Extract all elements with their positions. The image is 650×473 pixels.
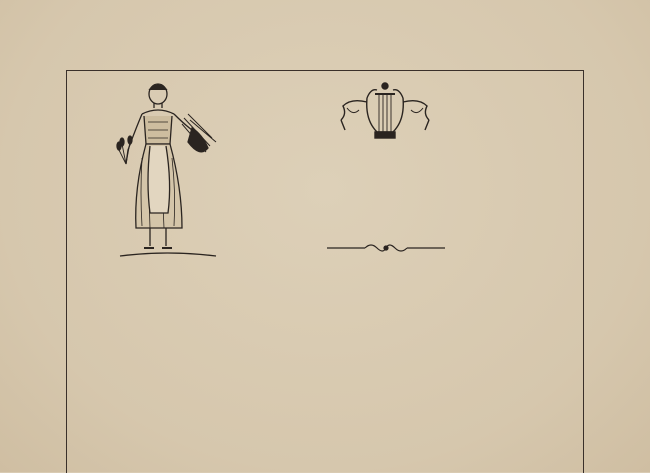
lyre-emblem-icon	[337, 80, 433, 144]
bead-chain-divider	[314, 270, 340, 472]
ornamental-border-left	[38, 70, 64, 472]
ornamental-border-right	[584, 70, 610, 472]
flourish-ornament-icon	[325, 242, 447, 254]
woman-with-wheat-sheaf-illustration	[112, 78, 222, 268]
ornamental-border-top	[38, 42, 610, 68]
